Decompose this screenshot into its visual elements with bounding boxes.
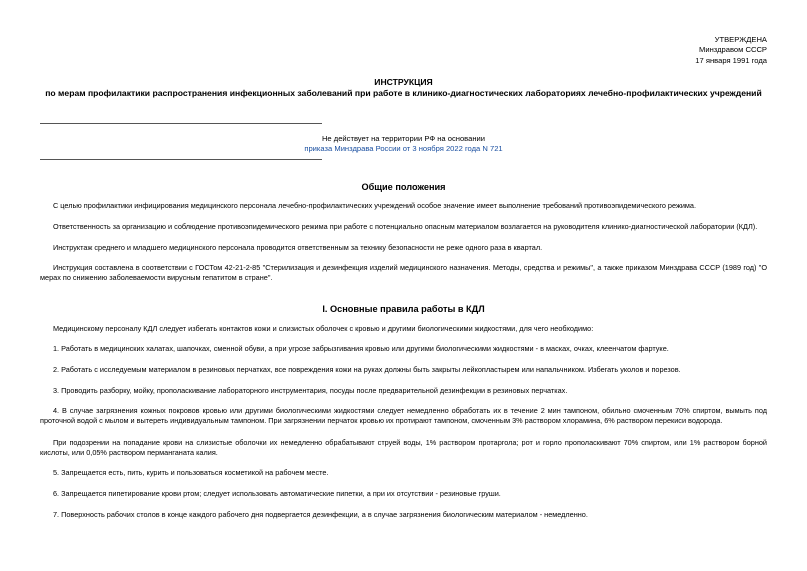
paragraph: Медицинскому персоналу КДЛ следует избегать контактов кожи и слизистых оболочек с кровью и другими биологическими жидкостями, для чего необходимо: bbox=[53, 324, 594, 333]
validity-notice-link[interactable]: приказа Минздрава России от 3 ноября 2022 года N 721 bbox=[304, 144, 503, 154]
paragraph: Инструктаж среднего и младшего медицинского персонала проводится ответственным за технику безопасности не реже одного раза в квартал. bbox=[53, 243, 543, 252]
approval-stamp bbox=[695, 35, 767, 66]
document-subtitle: по мерам профилактики распространения инфекционных заболеваний при работе в клинико-диагностических лабораториях лечебно-профилактических учреждений bbox=[45, 87, 762, 98]
paragraph: Ответственность за организацию и соблюдение противоэпидемического режима при работе с потенциально опасным материалом возлагается на руководителя клинико-диагностической лаборатории (КДЛ). bbox=[53, 222, 758, 231]
section-heading-rules: I. Основные правила работы в КДЛ bbox=[322, 304, 485, 314]
document-title: ИНСТРУКЦИЯ bbox=[374, 77, 433, 87]
paragraph: 3. Проводить разборку, мойку, прополаскивание лабораторного инструментария, посуды после предварительной дезинфекции в резиновых перчатках. bbox=[53, 386, 568, 395]
paragraph: 7. Поверхность рабочих столов в конце каждого рабочего дня подвергается дезинфекции, а в случае загрязнения биологическим материалом - немедленно. bbox=[53, 510, 588, 519]
approval-line-1: УТВЕРЖДЕНА bbox=[714, 35, 767, 44]
paragraph: С целью профилактики инфицирования медицинского персонала лечебно-профилактических учреждений особое значение имеет выполнение требований противоэпидемического режима. bbox=[53, 201, 697, 210]
section-heading-general: Общие положения bbox=[361, 182, 446, 192]
paragraph: 1. Работать в медицинских халатах, шапочках, сменной обуви, а при угрозе забрызгивания кровью или другими биологическими жидкостями - в масках, очках, клеенчатом фартуке. bbox=[53, 344, 669, 353]
paragraph: 2. Работать с исследуемым материалом в резиновых перчатках, все повреждения кожи на руках должны быть закрыты лейкопластырем или напальчником. Избегать уколов и порезов. bbox=[53, 365, 681, 374]
document-title-block bbox=[40, 77, 767, 98]
paragraph: 5. Запрещается есть, пить, курить и пользоваться косметикой на рабочем месте. bbox=[53, 468, 329, 477]
paragraph: Инструкция составлена в соответствии с ГОСТом 42-21-2-85 "Стерилизация и дезинфекция изделий медицинского назначения. Методы, средства и режимы", а также приказом Минздрава СССР (1989 год) "О мерах по снижению заболеваемости вирусным гепатитом в стране". bbox=[40, 263, 767, 283]
notice-divider-top bbox=[40, 123, 322, 124]
notice-divider-bottom bbox=[40, 159, 322, 160]
paragraph: 6. Запрещается пипетирование крови ртом; следует использовать автоматические пипетки, а при их отсутствии - резиновые груши. bbox=[53, 489, 501, 498]
paragraph: 4. В случае загрязнения кожных покровов кровью или другими биологическими жидкостями следует немедленно обработать их в течение 2 мин тампоном, обильно смоченным 70% спиртом, вымыть под проточной водой с мылом и вытереть индивидуальным тампоном. При загрязнении перчаток кровью их протирают тампоном, смоченным 3% раствором хлорамина, 6% раствором перекиси водорода. bbox=[40, 406, 767, 426]
approval-line-2: Минздравом СССР bbox=[699, 45, 767, 55]
paragraph: При подозрении на попадание крови на слизистые оболочки их немедленно обрабатывают струей воды, 1% раствором протаргола; рот и горло прополаскивают 70% спиртом, или 1% раствором борной кислоты, или 0,05% раствором перманганата калия. bbox=[40, 438, 767, 458]
validity-notice-text: Не действует на территории РФ на основании bbox=[321, 134, 486, 143]
approval-line-3: 17 января 1991 года bbox=[695, 55, 767, 65]
validity-notice bbox=[40, 134, 767, 155]
